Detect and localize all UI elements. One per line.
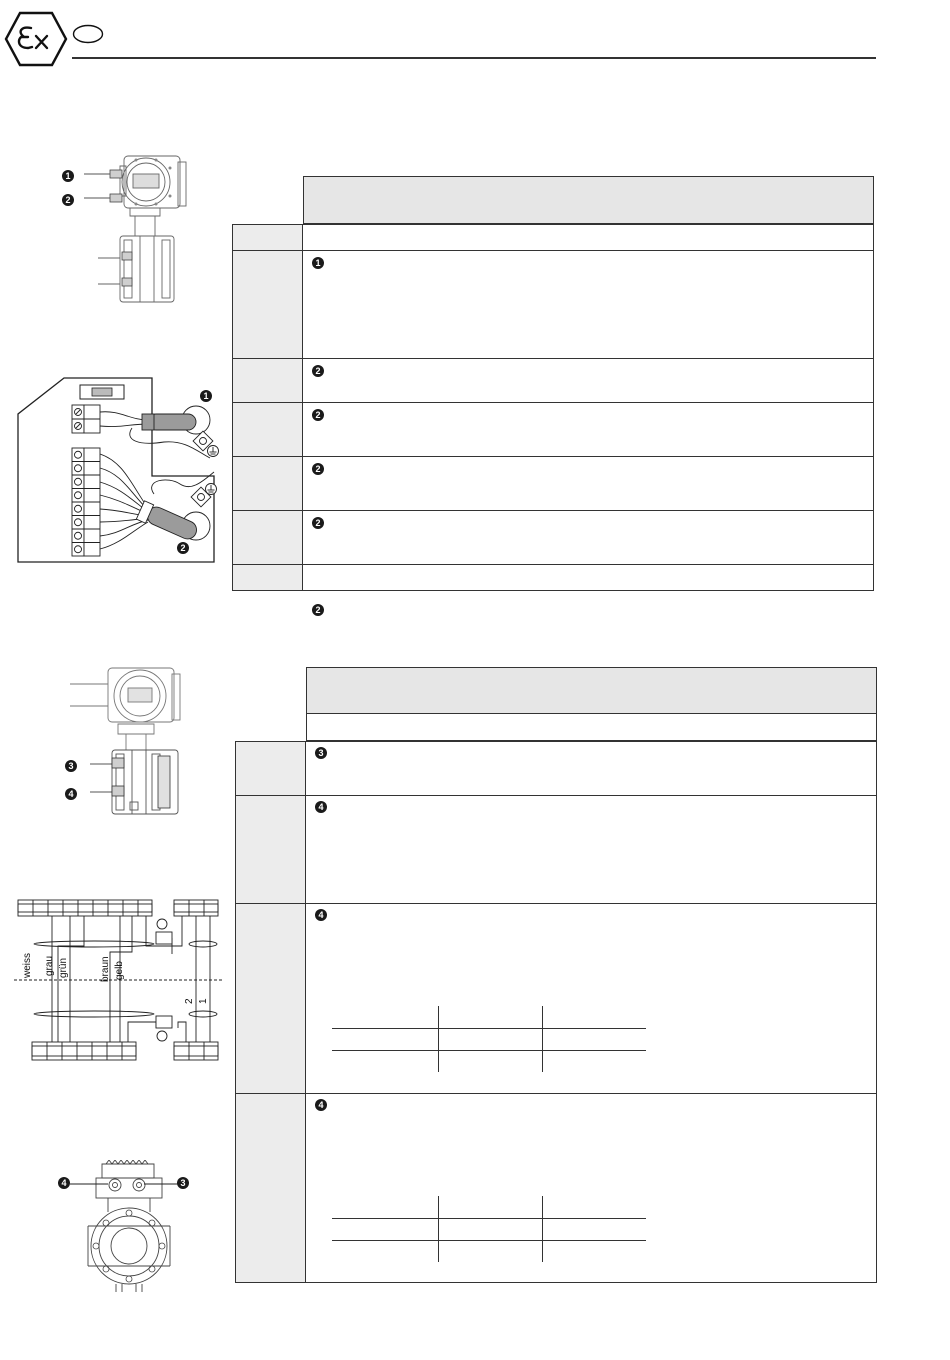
table-row-marker-4: 4 bbox=[315, 1099, 327, 1111]
table-bottom-label-column bbox=[235, 741, 306, 1283]
table-row-marker-1: 1 bbox=[312, 257, 324, 269]
ex-explosion-protection-logo bbox=[4, 11, 68, 67]
table-top-label-column bbox=[232, 224, 303, 591]
table-row-marker-4: 4 bbox=[315, 909, 327, 921]
language-badge-oval bbox=[72, 24, 104, 44]
wire-label-braun: braun bbox=[100, 956, 111, 982]
inner-grid-2 bbox=[332, 1196, 646, 1262]
table-row-marker-2: 2 bbox=[312, 409, 324, 421]
callout-marker-2: 2 bbox=[177, 542, 189, 554]
transmitter-housing-figure-top bbox=[80, 152, 190, 307]
table-row-marker-2: 2 bbox=[312, 517, 324, 529]
wire-label-weiss: weiss bbox=[22, 952, 33, 978]
table-bottom-subheader-cell bbox=[306, 714, 877, 741]
callout-marker-3: 3 bbox=[177, 1177, 189, 1189]
callout-marker-1: 1 bbox=[62, 170, 74, 182]
callout-marker-1: 1 bbox=[200, 390, 212, 402]
callout-marker-4: 4 bbox=[65, 788, 77, 800]
callout-marker-3: 3 bbox=[65, 760, 77, 772]
wire-number-1: 1 bbox=[198, 998, 209, 1004]
table-row-marker-2: 2 bbox=[312, 365, 324, 377]
callout-marker-4: 4 bbox=[58, 1177, 70, 1189]
transmitter-housing-figure-lower bbox=[68, 666, 188, 816]
table-row-marker-4: 4 bbox=[315, 801, 327, 813]
sensor-callout-lines bbox=[70, 1180, 182, 1188]
footnote-marker-2: 2 bbox=[312, 604, 324, 616]
table-bottom bbox=[235, 667, 877, 1283]
wire-label-grau: grau bbox=[44, 955, 55, 976]
header-rule bbox=[72, 57, 876, 59]
table-row-marker-2: 2 bbox=[312, 463, 324, 475]
table-top bbox=[232, 176, 874, 591]
table-row-marker-3: 3 bbox=[315, 747, 327, 759]
table-top-header-cell bbox=[303, 176, 874, 224]
wire-label-gelb: gelb bbox=[114, 961, 125, 980]
wire-number-2: 2 bbox=[184, 998, 195, 1004]
table-top-body bbox=[303, 224, 874, 591]
table-bottom-header-cell bbox=[306, 667, 877, 714]
terminal-compartment-wiring-figure bbox=[14, 376, 224, 568]
wire-label-gruen: grün bbox=[58, 957, 69, 978]
cable-wiring-diagram bbox=[14, 896, 224, 1066]
inner-grid-1 bbox=[332, 1006, 646, 1072]
callout-marker-2: 2 bbox=[62, 194, 74, 206]
